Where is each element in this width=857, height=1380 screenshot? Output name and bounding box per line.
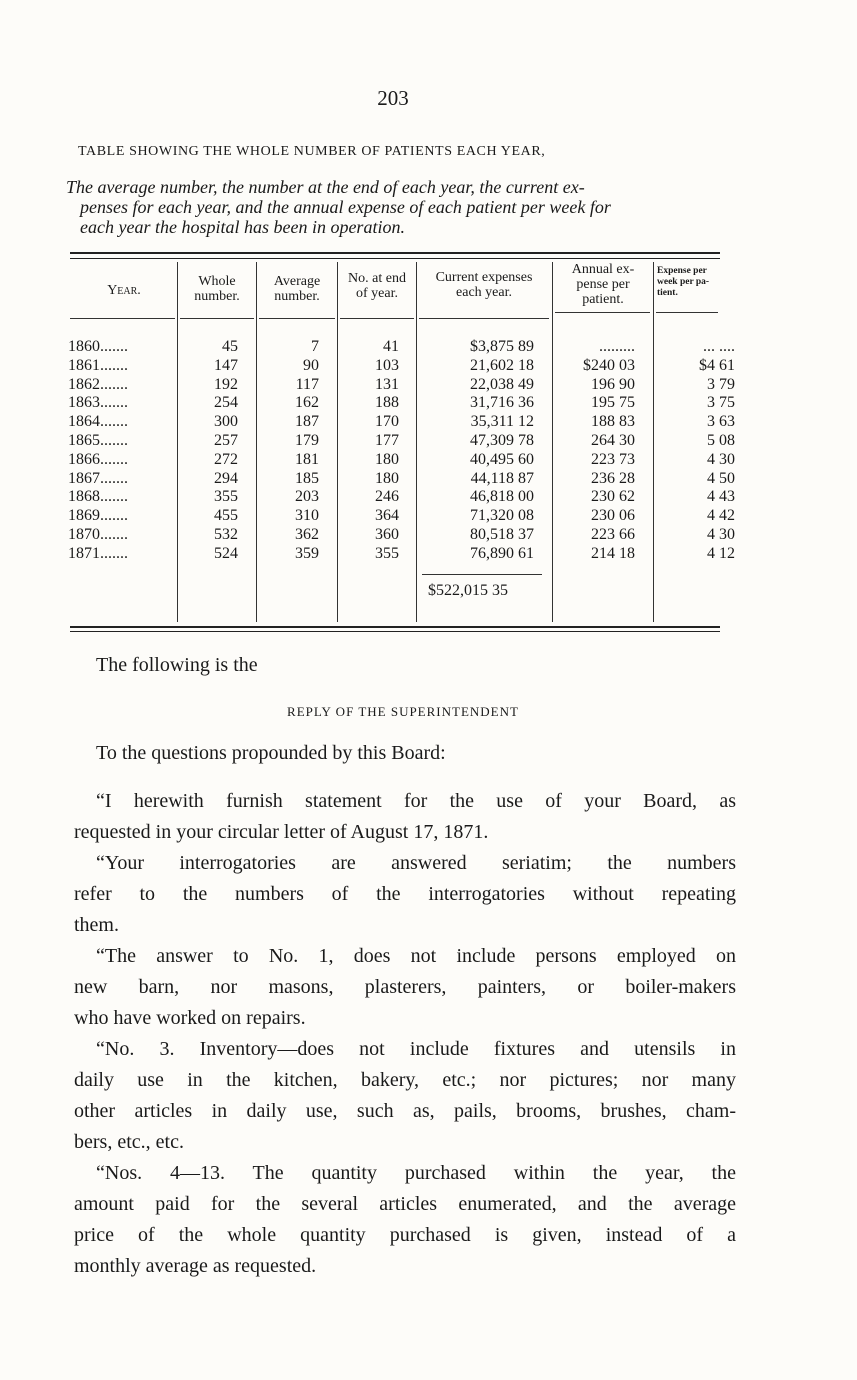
header-underline: [259, 318, 335, 319]
cell-whole: 524: [214, 544, 238, 562]
letter-line: refer to the numbers of the interrogatories without repeating: [74, 883, 736, 905]
table-bottom-rule-thin: [70, 631, 720, 632]
header-underline: [180, 318, 254, 319]
cell-year: 1862.......: [68, 375, 128, 393]
cell-week: ... ....: [703, 338, 735, 355]
cell-average: 181: [295, 450, 319, 468]
header-weekly-expense: [657, 266, 729, 299]
table-title: TABLE SHOWING THE WHOLE NUMBER OF PATIENTS EACH YEAR,: [78, 144, 546, 159]
header-end-of-year: [337, 271, 417, 301]
cell-whole: 45: [222, 338, 238, 355]
cell-year: 1870.......: [68, 525, 128, 543]
cell-whole: 272: [214, 450, 238, 468]
header-line: Whole: [198, 274, 236, 289]
cell-year: 1867.......: [68, 469, 128, 487]
letter-line: bers, etc., etc.: [74, 1131, 184, 1153]
cell-average: 179: [295, 431, 319, 449]
cell-annual: 196 90: [591, 375, 635, 393]
cell-end: 103: [375, 356, 399, 374]
cell-current: 35,311 12: [470, 413, 534, 431]
column-current-expenses: [416, 338, 534, 564]
cell-end: 180: [375, 469, 399, 487]
header-year: Year.: [107, 283, 141, 298]
cell-annual: 230 06: [591, 507, 635, 525]
letter-line: “I herewith furnish statement for the use of your Board, as: [96, 790, 736, 812]
cell-week: 4 12: [707, 544, 735, 562]
column-end-of-year: [337, 338, 399, 564]
cell-annual: 195 75: [591, 394, 635, 412]
cell-annual: 223 66: [591, 525, 635, 543]
total-current-expenses: $522,015 35: [428, 582, 508, 599]
column-average-number: [257, 338, 319, 564]
cell-annual: 188 83: [591, 413, 635, 431]
header-underline: [340, 318, 414, 319]
header-underline: [419, 318, 549, 319]
header-line: patient.: [582, 292, 624, 307]
cell-whole: 254: [214, 394, 238, 412]
cell-end: 246: [375, 488, 399, 506]
subtitle-line: penses for each year, and the annual expense of each patient per week for: [80, 197, 611, 217]
letter-body: [74, 786, 736, 1282]
cell-average: 359: [295, 544, 319, 562]
header-line: Current expenses: [435, 270, 533, 285]
cell-annual: 230 62: [591, 488, 635, 506]
cell-week: 4 50: [707, 469, 735, 487]
cell-average: 187: [295, 413, 319, 431]
cell-current: 46,818 00: [470, 488, 534, 506]
column-annual-expense: [553, 338, 635, 564]
letter-line: “The answer to No. 1, does not include persons employed on: [96, 945, 736, 967]
column-whole-number: [178, 338, 238, 564]
cell-annual: 264 30: [591, 431, 635, 449]
header-line: Annual ex-: [571, 262, 635, 277]
cell-average: 310: [295, 507, 319, 525]
cell-average: 185: [295, 469, 319, 487]
cell-whole: 455: [214, 507, 238, 525]
cell-current: 71,320 08: [470, 507, 534, 525]
letter-line: requested in your circular letter of August 17, 1871.: [74, 821, 489, 843]
cell-average: 362: [295, 525, 319, 543]
cell-current: 44,118 87: [470, 469, 534, 487]
cell-week: 4 30: [707, 450, 735, 468]
header-underline: [70, 318, 175, 319]
page-number: 203: [377, 86, 409, 110]
cell-end: 355: [375, 544, 399, 562]
cell-year: 1865.......: [68, 431, 128, 449]
cell-current: 40,495 60: [470, 450, 534, 468]
cell-end: 180: [375, 450, 399, 468]
header-line: tient.: [657, 288, 678, 298]
questions-line: To the questions propounded by this Board:: [96, 742, 446, 764]
cell-year: 1871.......: [68, 544, 128, 562]
reply-heading: REPLY OF THE SUPERINTENDENT: [287, 704, 519, 719]
total-rule: [422, 574, 542, 575]
cell-week: $4 61: [699, 356, 735, 374]
header-line: number.: [194, 289, 240, 304]
letter-line: other articles in daily use, such as, pails, brooms, brushes, cham-: [74, 1100, 736, 1122]
header-line: Average: [273, 274, 321, 289]
header-current-expenses: [416, 270, 552, 300]
cell-average: 7: [311, 338, 319, 355]
cell-year: 1864.......: [68, 413, 128, 431]
subtitle-line: The average number, the number at the end of each year, the current ex-: [66, 177, 585, 197]
cell-current: 31,716 36: [470, 394, 534, 412]
header-underline: [555, 312, 650, 313]
cell-whole: 147: [214, 356, 238, 374]
cell-end: 177: [375, 431, 399, 449]
cell-year: 1863.......: [68, 394, 128, 412]
letter-line: “Nos. 4—13. The quantity purchased within the year, the: [96, 1162, 736, 1184]
header-underline: [656, 312, 718, 313]
letter-line: price of the whole quantity purchased is given, instead of a: [74, 1224, 736, 1246]
header-annual-expense: [553, 262, 653, 307]
cell-annual: 214 18: [591, 544, 635, 562]
letter-line: daily use in the kitchen, bakery, etc.; nor pictures; nor many: [74, 1069, 736, 1091]
cell-end: 131: [375, 375, 399, 393]
letter-line: “Your interrogatories are answered seriatim; the numbers: [96, 852, 736, 874]
cell-year: 1869.......: [68, 507, 128, 525]
cell-week: 5 08: [707, 431, 735, 449]
header-line: No. at end: [348, 271, 406, 286]
cell-end: 170: [375, 413, 399, 431]
header-line: Expense per: [657, 266, 707, 276]
cell-current: $3,875 89: [470, 338, 534, 355]
cell-whole: 300: [214, 413, 238, 431]
header-whole: [178, 274, 256, 304]
header-line: pense per: [576, 277, 630, 292]
cell-end: 360: [375, 525, 399, 543]
table-bottom-rule: [70, 626, 720, 628]
subtitle-line: each year the hospital has been in operation.: [80, 217, 405, 237]
cell-whole: 257: [214, 431, 238, 449]
following-line: The following is the: [96, 654, 258, 676]
cell-end: 188: [375, 394, 399, 412]
cell-current: 47,309 78: [470, 431, 534, 449]
letter-line: new barn, nor masons, plasterers, painters, or boiler-makers: [74, 976, 736, 998]
cell-week: 4 42: [707, 507, 735, 525]
cell-current: 21,602 18: [470, 356, 534, 374]
letter-line: who have worked on repairs.: [74, 1007, 306, 1029]
cell-annual: 223 73: [591, 450, 635, 468]
letter-line: “No. 3. Inventory—does not include fixtures and utensils in: [96, 1038, 736, 1060]
cell-average: 203: [295, 488, 319, 506]
cell-annual: .........: [599, 338, 635, 355]
header-line: of year.: [356, 286, 398, 301]
cell-current: 76,890 61: [470, 544, 534, 562]
cell-whole: 355: [214, 488, 238, 506]
header-line: number.: [274, 289, 320, 304]
cell-year: 1868.......: [68, 488, 128, 506]
cell-week: 3 75: [707, 394, 735, 412]
cell-year: 1866.......: [68, 450, 128, 468]
table-top-rule-thin: [70, 258, 720, 259]
cell-week: 4 30: [707, 525, 735, 543]
table-subtitle: [66, 177, 732, 237]
cell-week: 3 79: [707, 375, 735, 393]
cell-year: 1860.......: [68, 338, 128, 355]
header-line: week per pa-: [657, 277, 710, 287]
cell-annual: $240 03: [583, 356, 635, 374]
cell-whole: 192: [214, 375, 238, 393]
cell-end: 364: [375, 507, 399, 525]
letter-line: monthly average as requested.: [74, 1255, 317, 1277]
cell-whole: 294: [214, 469, 238, 487]
letter-line: them.: [74, 914, 119, 936]
header-line: each year.: [456, 285, 512, 300]
cell-whole: 532: [214, 525, 238, 543]
letter-line: amount paid for the several articles enumerated, and the average: [74, 1193, 736, 1215]
header-average: [257, 274, 337, 304]
table-top-rule: [70, 252, 720, 254]
cell-current: 80,518 37: [470, 525, 534, 543]
cell-current: 22,038 49: [470, 375, 534, 393]
cell-average: 162: [295, 394, 319, 412]
cell-week: 4 43: [707, 488, 735, 506]
cell-annual: 236 28: [591, 469, 635, 487]
cell-average: 90: [303, 356, 319, 374]
cell-average: 117: [295, 375, 319, 393]
column-year: [68, 338, 178, 564]
column-weekly-expense: [653, 338, 735, 564]
cell-end: 41: [383, 338, 399, 355]
cell-week: 3 63: [707, 413, 735, 431]
cell-year: 1861.......: [68, 356, 128, 374]
